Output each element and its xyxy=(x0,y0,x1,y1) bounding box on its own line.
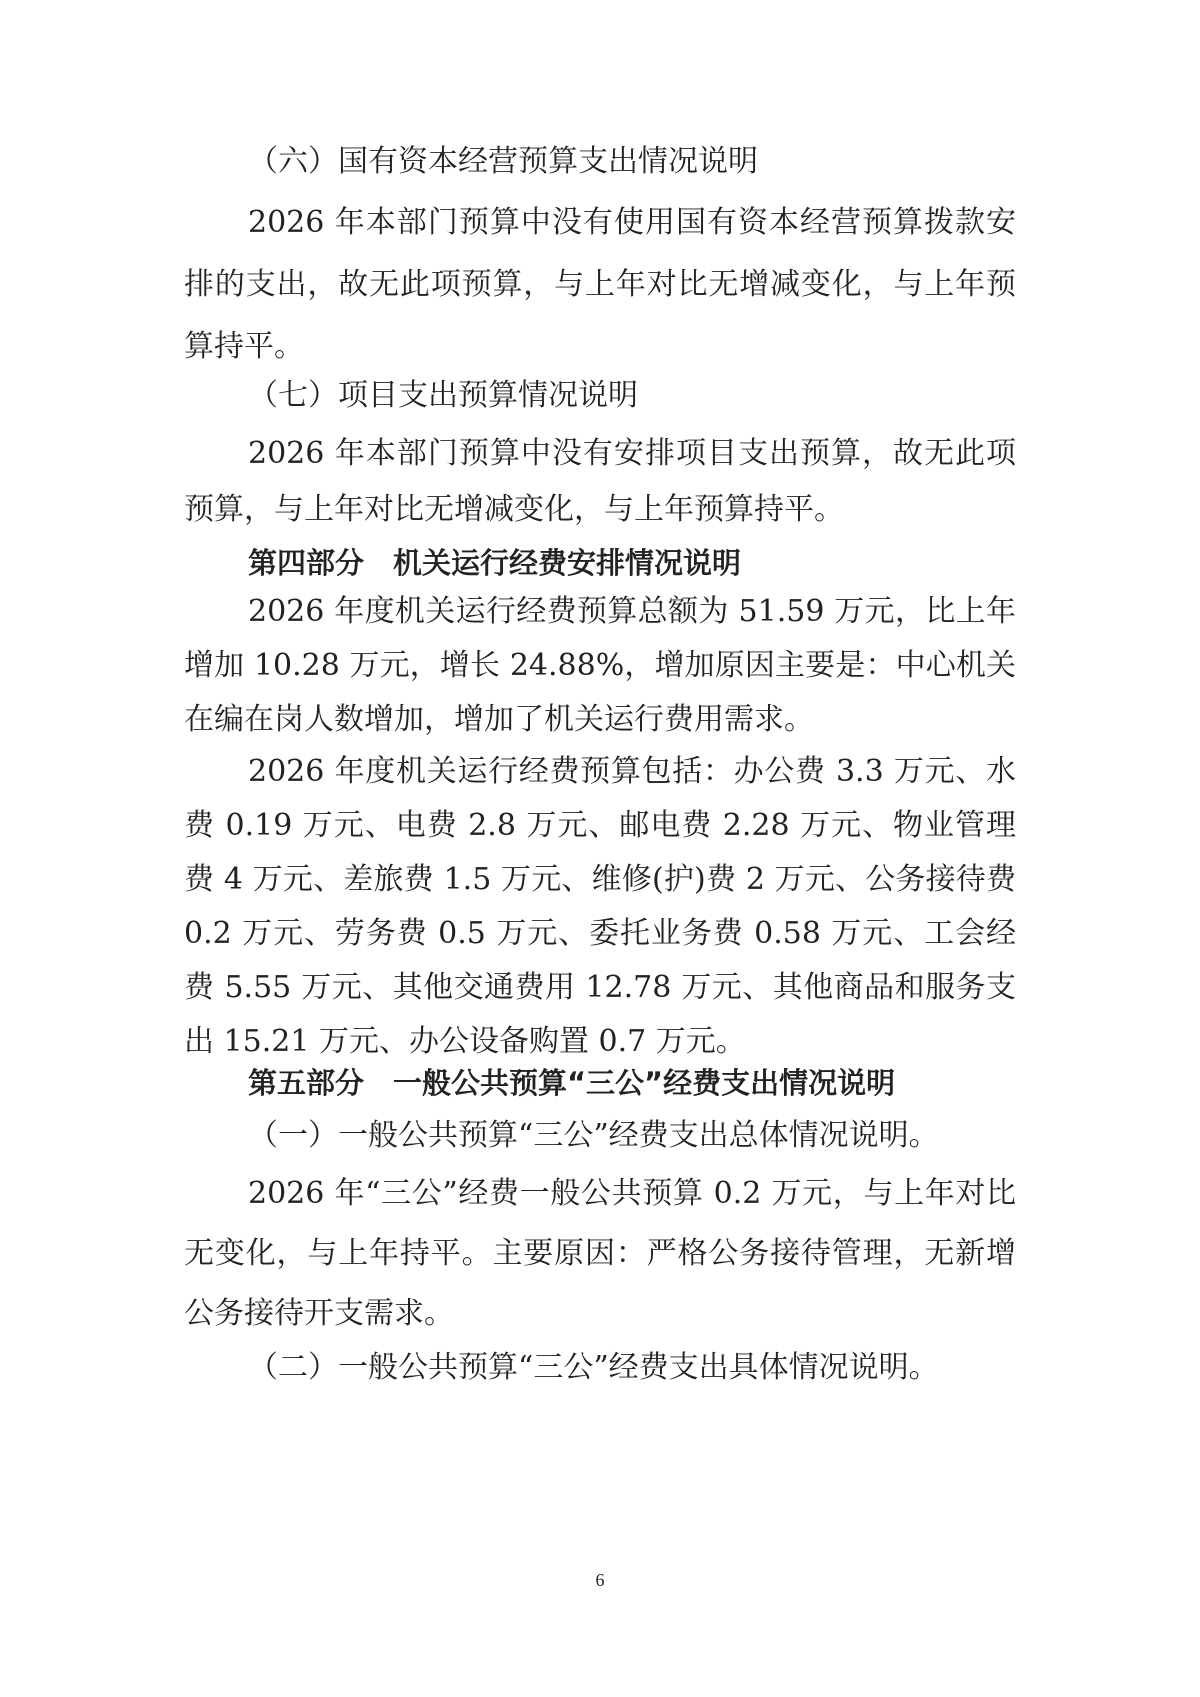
paragraph-operating-total: 2026 年度机关运行经费预算总额为 51.59 万元，比上年增加 10.28 万元，增长 24.88%，增加原因主要是：中心机关在编在岗人数增加，增加了机关运行费用需求。 xyxy=(184,594,1016,737)
section-heading-6: （六）国有资本经营预算支出情况说明 xyxy=(248,144,758,179)
paragraph-state-capital-budget: 2026 年本部门预算中没有使用国有资本经营预算拨款安排的支出，故无此项预算，与上年对比无增减变化，与上年预算持平。 xyxy=(184,205,1016,364)
part-heading-4: 第四部分 机关运行经费安排情况说明 xyxy=(248,546,742,580)
paragraph-operating-breakdown: 2026 年度机关运行经费预算包括：办公费 3.3 万元、水费 0.19 万元、电费 2.8 万元、邮电费 2.28 万元、物业管理费 4 万元、差旅费 1.5 万元、维修(护)费 2 万元、公务接待费 0.2 万元、劳务费 0.5 万元、委托业务费 0.58 万元、工会经费 5.55 万元、其他交通费用 12.78 万元、其他商品和服务支出 15.21 万元、办公设备购置 0.7 万元。 xyxy=(184,754,1016,1059)
section-heading-7: （七）项目支出预算情况说明 xyxy=(248,378,638,413)
page-number: 6 xyxy=(595,1570,605,1590)
paragraph-project-expenditure: 2026 年本部门预算中没有安排项目支出预算，故无此项预算，与上年对比无增减变化，与上年预算持平。 xyxy=(184,436,1016,527)
paragraph-three-public-total: 2026 年“三公”经费一般公共预算 0.2 万元，与上年对比无变化，与上年持平。主要原因：严格公务接待管理，无新增公务接待开支需求。 xyxy=(184,1176,1016,1331)
part-heading-5: 第五部分 一般公共预算“三公”经费支出情况说明 xyxy=(248,1066,896,1100)
section-heading-5-2: （二）一般公共预算“三公”经费支出具体情况说明。 xyxy=(248,1350,939,1385)
section-heading-5-1: （一）一般公共预算“三公”经费支出总体情况说明。 xyxy=(248,1118,939,1153)
